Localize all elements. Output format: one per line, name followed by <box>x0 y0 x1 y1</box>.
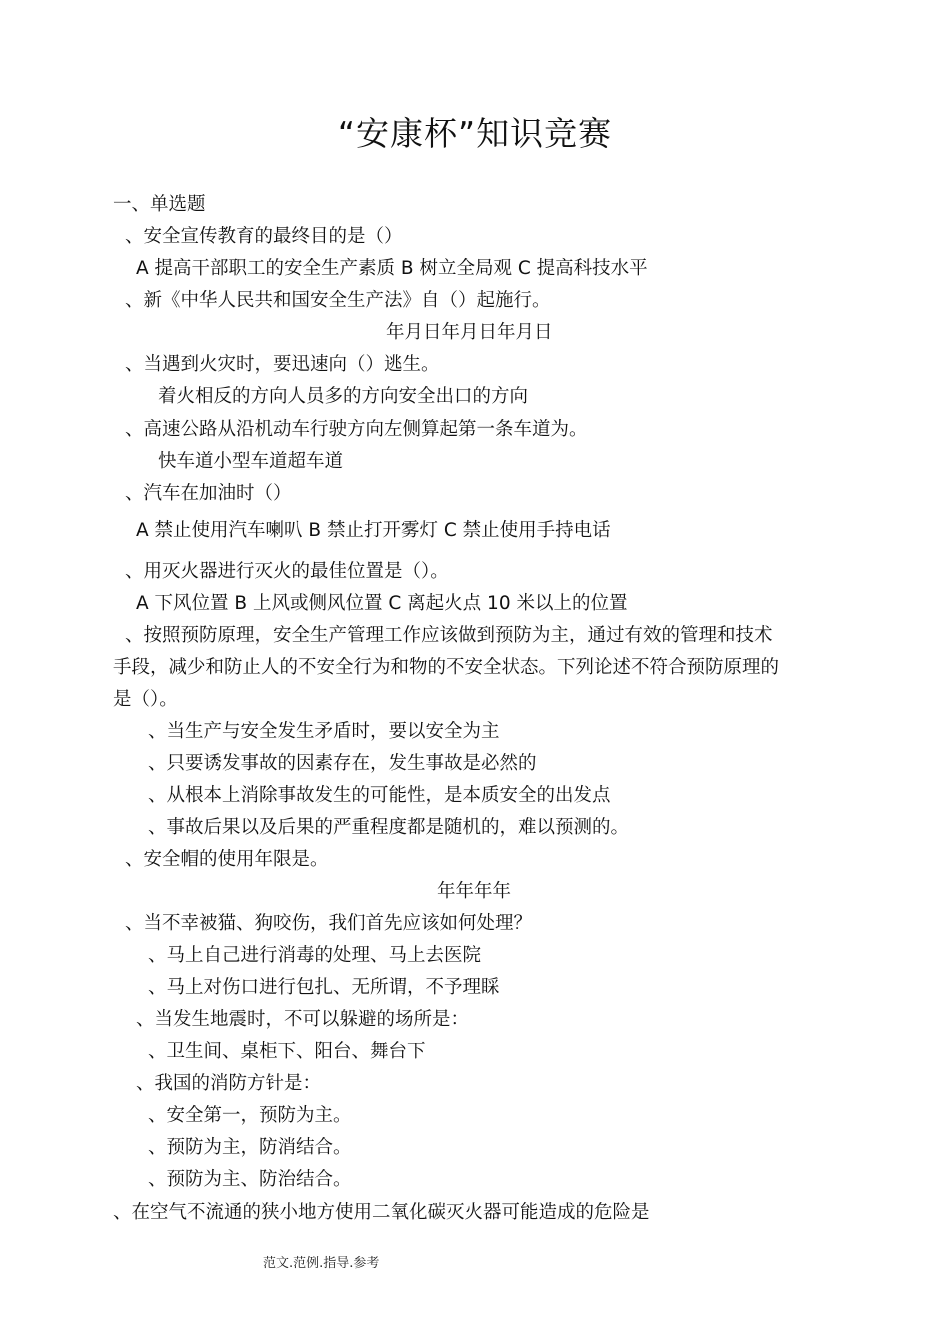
question-1-options: A 提高干部职工的安全生产素质 B 树立全局观 C 提高科技水平 <box>136 258 648 279</box>
question-12: 、在空气不流通的狭小地方使用二氧化碳灭火器可能造成的危险是 <box>113 1202 650 1223</box>
question-1: 、安全宣传教育的最终目的是（） <box>125 226 403 247</box>
question-11-option-b: 、预防为主，防消结合。 <box>148 1137 352 1158</box>
question-9-option-a: 、马上自己进行消毒的处理、马上去医院 <box>148 945 482 966</box>
question-10-option-a: 、卫生间、桌柜下、阳台、舞台下 <box>148 1041 426 1062</box>
question-7-end: 是（）。 <box>113 689 178 710</box>
question-10: 、当发生地震时，不可以躲避的场所是： <box>136 1009 470 1030</box>
question-6-options: A 下风位置 B 上风或侧风位置 C 离起火点 10 米以上的位置 <box>136 593 628 614</box>
question-4: 、高速公路从沿机动车行驶方向左侧算起第一条车道为。 <box>125 419 588 440</box>
page-footer: 范文.范例.指导.参考 <box>263 1256 380 1271</box>
question-8-options: 年年年年 <box>437 881 512 902</box>
question-7-cont: 手段，减少和防止人的不安全行为和物的不安全状态。下列论述不符合预防原理的 <box>113 657 780 678</box>
question-2: 、新《中华人民共和国安全生产法》自（）起施行。 <box>125 290 551 311</box>
question-7: 、按照预防原理，安全生产管理工作应该做到预防为主，通过有效的管理和技术 <box>125 625 773 646</box>
question-5: 、汽车在加油时（） <box>125 483 292 504</box>
question-5-options: A 禁止使用汽车喇叭 B 禁止打开雾灯 C 禁止使用手持电话 <box>136 520 611 541</box>
question-11: 、我国的消防方针是： <box>136 1073 322 1094</box>
question-7-option-a: 、当生产与安全发生矛盾时，要以安全为主 <box>148 721 500 742</box>
question-3-options: 着火相反的方向人员多的方向安全出口的方向 <box>158 386 529 407</box>
question-7-option-d: 、事故后果以及后果的严重程度都是随机的，难以预测的。 <box>148 817 630 838</box>
question-9-option-b: 、马上对伤口进行包扎、无所谓，不予理睬 <box>148 977 500 998</box>
question-7-option-b: 、只要诱发事故的因素存在，发生事故是必然的 <box>148 753 537 774</box>
question-7-option-c: 、从根本上消除事故发生的可能性，是本质安全的出发点 <box>148 785 611 806</box>
question-9: 、当不幸被猫、狗咬伤，我们首先应该如何处理？ <box>125 913 533 934</box>
question-11-option-a: 、安全第一，预防为主。 <box>148 1105 352 1126</box>
question-8: 、安全帽的使用年限是。 <box>125 849 329 870</box>
question-3: 、当遇到火灾时，要迅速向（）逃生。 <box>125 354 440 375</box>
question-4-options: 快车道小型车道超车道 <box>158 451 344 472</box>
section-heading: 一、单选题 <box>113 194 206 215</box>
page-title: “安康杯”知识竞赛 <box>337 114 613 153</box>
question-6: 、用灭火器进行灭火的最佳位置是（）。 <box>125 561 449 582</box>
question-11-option-c: 、预防为主、防治结合。 <box>148 1169 352 1190</box>
question-2-options: 年月日年月日年月日 <box>386 322 553 343</box>
